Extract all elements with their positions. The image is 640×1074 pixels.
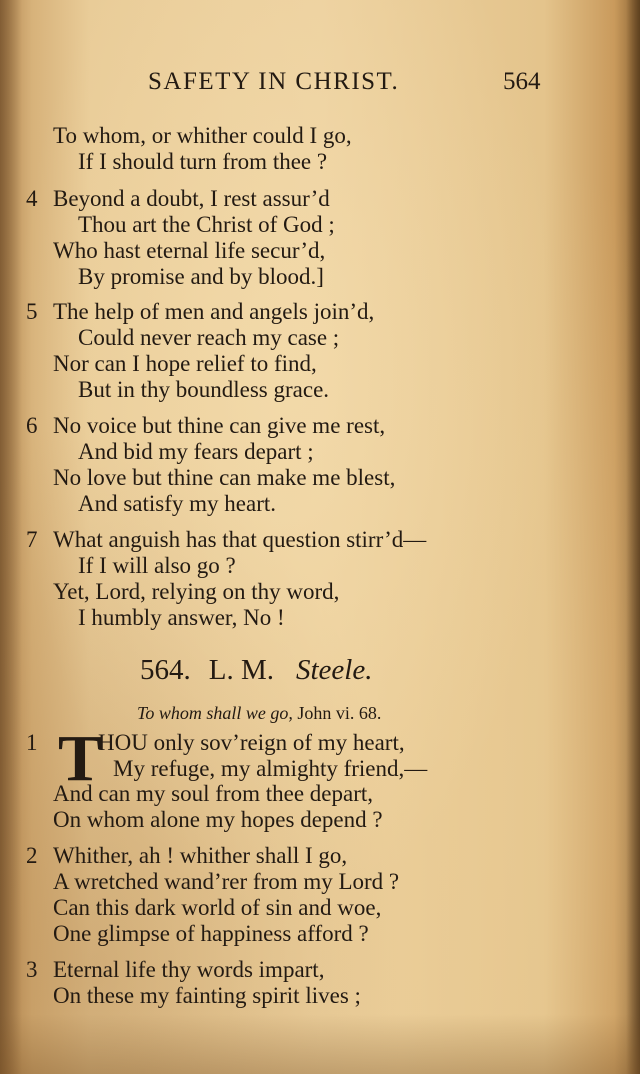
verse-line: On whom alone my hopes depend ?: [53, 807, 383, 832]
page-number: 564: [503, 68, 541, 95]
hymn-subtitle: [137, 703, 381, 724]
verse-line: Yet, Lord, relying on thy word,: [53, 579, 340, 604]
scripture-reference: John vi. 68.: [297, 703, 382, 723]
stanza-number: 3: [26, 957, 38, 982]
verse-line: What anguish has that question stirr’d—: [53, 527, 427, 552]
stanza-number: 6: [26, 413, 38, 438]
stanza-number: 2: [26, 843, 38, 868]
drop-cap: T: [58, 722, 101, 795]
gutter-shadow: [0, 0, 22, 1074]
verse-line: Can this dark world of sin and woe,: [53, 895, 382, 920]
stanza-number: 4: [26, 186, 38, 211]
page-edge-shadow: [626, 0, 640, 1074]
verse-line: On these my fainting spirit lives ;: [53, 983, 361, 1008]
subtitle-text: To whom shall we go,: [137, 703, 293, 723]
verse-line: Whither, ah ! whither shall I go,: [53, 843, 348, 868]
verse-line: Thou art the Christ of God ;: [78, 212, 335, 237]
hymn-author: Steele.: [296, 654, 373, 686]
verse-line: Eternal life thy words impart,: [53, 957, 325, 982]
stanza-number: 1: [26, 730, 38, 755]
verse-line: I humbly answer, No !: [78, 605, 285, 630]
verse-line: My refuge, my almighty friend,—: [113, 756, 428, 781]
verse-line: And satisfy my heart.: [78, 491, 277, 516]
verse-line: No love but thine can make me blest,: [53, 465, 396, 490]
verse-line: Beyond a doubt, I rest assur’d: [53, 186, 330, 211]
verse-line: If I will also go ?: [78, 553, 236, 578]
hymn-number: 564.: [140, 654, 191, 686]
hymn-heading: [140, 654, 372, 687]
verse-line: Could never reach my case ;: [78, 325, 340, 350]
verse-line: To whom, or whither could I go,: [53, 123, 352, 148]
verse-line: Who hast eternal life secur’d,: [53, 238, 326, 263]
hymn-meter: L. M.: [208, 654, 274, 686]
running-title: SAFETY IN CHRIST.: [148, 68, 400, 95]
verse-line: One glimpse of happiness afford ?: [53, 921, 369, 946]
verse-line: Nor can I hope relief to find,: [53, 351, 317, 376]
page-header: [0, 68, 640, 108]
verse-line: By promise and by blood.]: [78, 264, 324, 289]
verse-line: A wretched wand’rer from my Lord ?: [53, 869, 400, 894]
verse-line: And bid my fears depart ;: [78, 439, 314, 464]
verse-line: HOU only sov’reign of my heart,: [98, 730, 405, 755]
verse-line: And can my soul from thee depart,: [53, 781, 373, 806]
verse-line: But in thy boundless grace.: [78, 377, 330, 402]
verse-line: No voice but thine can give me rest,: [53, 413, 386, 438]
stanza-number: 7: [26, 527, 38, 552]
verse-line: If I should turn from thee ?: [78, 149, 328, 174]
stanza-number: 5: [26, 299, 38, 324]
verse-line: The help of men and angels join’d,: [53, 299, 375, 324]
bottom-shadow: [0, 1014, 640, 1074]
